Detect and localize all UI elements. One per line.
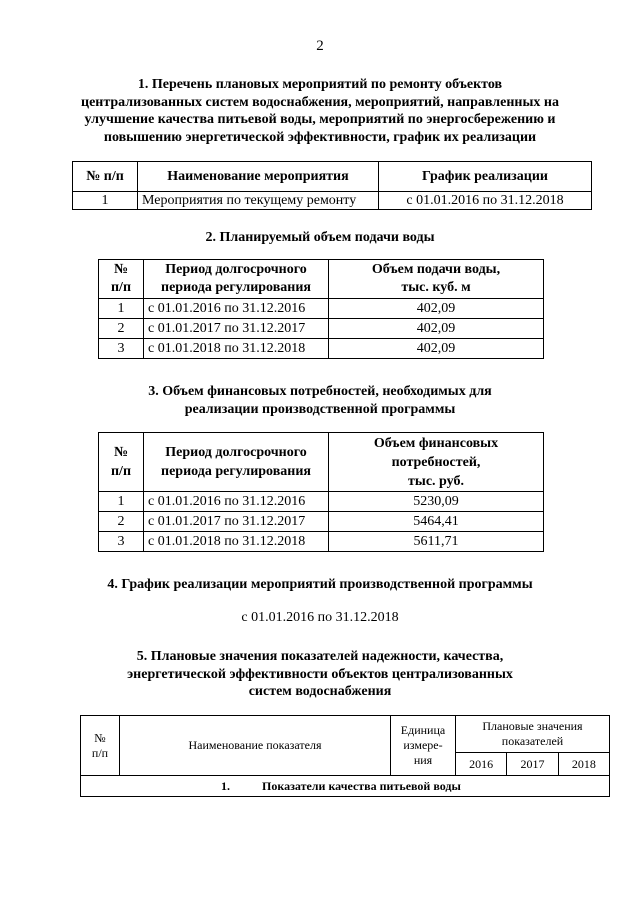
header-volume xyxy=(329,260,544,299)
header-measure-name: Наименование мероприятия xyxy=(138,162,379,192)
section-3-title xyxy=(0,383,640,418)
section-1-title-line: централизованных систем водоснабжения, мероприятий, направленных на xyxy=(81,94,559,110)
header-line: периода регулирования xyxy=(161,464,311,479)
table-header-row xyxy=(73,162,592,192)
measures-table xyxy=(72,161,592,210)
header-line: потребностей, xyxy=(391,454,481,470)
cell-period: с 01.01.2018 по 31.12.2018 xyxy=(144,339,329,359)
table-row xyxy=(99,532,544,552)
table-header-row xyxy=(81,716,610,753)
cell-num: 3 xyxy=(99,339,144,359)
financial-needs-table xyxy=(98,432,544,552)
header-indicator-name: Наименование показателя xyxy=(120,716,391,776)
header-line: Объем подачи воды, xyxy=(371,262,501,277)
cell-period: с 01.01.2018 по 31.12.2018 xyxy=(144,532,329,552)
header-unit xyxy=(391,716,456,776)
subsection-num: 1. xyxy=(221,778,230,793)
header-financial-needs xyxy=(329,433,544,492)
cell-amount: 5464,41 xyxy=(329,512,544,532)
table-header-row xyxy=(99,260,544,299)
cell-num: 2 xyxy=(99,319,144,339)
cell-num: 1 xyxy=(73,192,138,210)
section-1-title xyxy=(0,76,640,146)
water-supply-table xyxy=(98,259,544,359)
table-row xyxy=(73,192,592,210)
cell-volume: 402,09 xyxy=(329,339,544,359)
cell-volume: 402,09 xyxy=(329,319,544,339)
header-line: показателей xyxy=(501,734,564,748)
header-line: тыс. куб. м xyxy=(401,280,471,295)
cell-num: 3 xyxy=(99,532,144,552)
section-5-title-line: энергетической эффективности объектов централизованных xyxy=(127,666,513,682)
header-period xyxy=(144,260,329,299)
section-2-title: 2. Планируемый объем подачи воды xyxy=(205,230,435,245)
table-row xyxy=(99,512,544,532)
subsection-row xyxy=(81,776,610,797)
cell-num: 2 xyxy=(99,512,144,532)
header-line: тыс. руб. xyxy=(408,473,464,489)
header-line: Единица xyxy=(400,723,446,737)
cell-amount: 5611,71 xyxy=(329,532,544,552)
header-line: п/п xyxy=(91,745,109,760)
section-1-title-line: повышению энергетической эффективности, график их реализации xyxy=(103,129,537,145)
section-1-title-line: улучшение качества питьевой воды, мероприятий по энергосбережению и xyxy=(84,112,556,127)
cell-volume: 402,09 xyxy=(329,299,544,319)
section-4-title: 4. График реализации мероприятий производственной программы xyxy=(107,577,533,592)
header-year: 2016 xyxy=(456,753,507,776)
cell-num: 1 xyxy=(99,299,144,319)
header-line: Период долгосрочного xyxy=(165,262,307,277)
header-line: п/п xyxy=(110,280,132,295)
header-line: измере- xyxy=(403,738,443,752)
page-number: 2 xyxy=(316,38,324,54)
header-line: ния xyxy=(413,753,433,767)
header-line: № xyxy=(113,262,129,277)
section-4-period: с 01.01.2016 по 31.12.2018 xyxy=(241,610,399,625)
section-5-title-line: систем водоснабжения xyxy=(248,684,392,699)
table-header-row xyxy=(99,433,544,492)
header-year: 2017 xyxy=(507,753,558,776)
cell-num: 1 xyxy=(99,492,144,512)
header-num xyxy=(99,260,144,299)
header-num xyxy=(81,716,120,776)
cell-period: с 01.01.2017 по 31.12.2017 xyxy=(144,319,329,339)
table-row xyxy=(99,339,544,359)
header-line: № xyxy=(113,445,129,460)
table-row xyxy=(99,492,544,512)
table-row xyxy=(99,319,544,339)
header-line: п/п xyxy=(110,464,132,479)
header-planned-values xyxy=(456,716,610,753)
header-line: Объем финансовых xyxy=(373,435,499,451)
subsection-label: Показатели качества питьевой воды xyxy=(262,778,461,793)
section-5-title-line: 5. Плановые значения показателей надежности, качества, xyxy=(136,649,504,664)
indicators-table xyxy=(80,715,610,797)
cell-period: с 01.01.2017 по 31.12.2017 xyxy=(144,512,329,532)
table-row xyxy=(99,299,544,319)
section-3-title-line: реализации производственной программы xyxy=(184,401,456,417)
cell-period: с 01.01.2016 по 31.12.2016 xyxy=(144,492,329,512)
header-line: Плановые значения xyxy=(482,719,583,733)
header-year: 2018 xyxy=(558,753,609,776)
cell-amount: 5230,09 xyxy=(329,492,544,512)
cell-period: с 01.01.2016 по 31.12.2016 xyxy=(144,299,329,319)
section-5-title xyxy=(0,648,640,701)
section-1-title-line: 1. Перечень плановых мероприятий по ремонту объектов xyxy=(137,77,503,92)
cell-schedule: с 01.01.2016 по 31.12.2018 xyxy=(379,192,592,210)
header-line: периода регулирования xyxy=(161,280,311,295)
header-schedule: График реализации xyxy=(379,162,592,192)
header-period xyxy=(144,433,329,492)
header-num: № п/п xyxy=(73,162,138,192)
cell-measure-name: Мероприятия по текущему ремонту xyxy=(138,192,379,210)
header-num xyxy=(99,433,144,492)
section-3-title-line: 3. Объем финансовых потребностей, необходимых для xyxy=(148,384,492,399)
subsection-title xyxy=(81,776,610,797)
header-line: № xyxy=(94,730,106,745)
header-line: Период долгосрочного xyxy=(165,445,307,460)
